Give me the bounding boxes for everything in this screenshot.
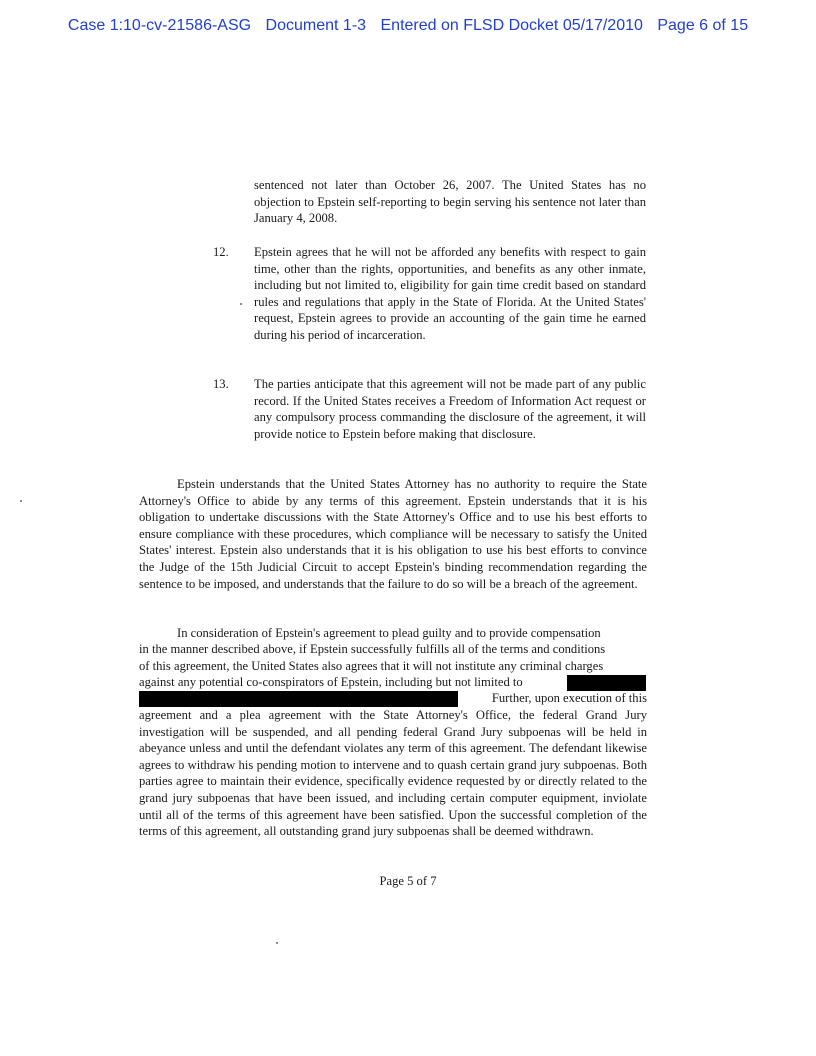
redaction-bar-1 <box>567 675 646 691</box>
scan-speck <box>20 500 22 502</box>
consideration-line-5: Further, upon execution of this <box>491 691 647 705</box>
item-12-number: 12. <box>213 245 229 259</box>
case-number: Case 1:10-cv-21586-ASG <box>67 17 252 34</box>
redaction-bar-2 <box>139 691 458 707</box>
scan-speck <box>276 942 278 944</box>
continuation-paragraph: sentenced not later than October 26, 2007. The United States has no objection to Epstein self-reporting to begin serving his sentence not later than January 4, 2008. <box>254 178 646 226</box>
page-footer: Page 5 of 7 <box>379 874 437 888</box>
docket-entry: Entered on FLSD Docket 05/17/2010 <box>380 17 643 34</box>
item-12-text: Epstein agrees that he will not be afforded any benefits with respect to gain time, other than the rights, opportunities, and benefits as any other inmate, including but not limited to, eligibility for gain time credit based on standard rules and regulations that apply in the State of Florida. At the United States' request, Epstein agrees to provide an accounting of the gain time he earned during his period of incarceration. <box>254 245 646 342</box>
scan-speck <box>240 303 242 305</box>
state-attorney-paragraph: Epstein understands that the United States Attorney has no authority to require the State Attorney's Office to abide by any terms of this agreement. Epstein understands that it is his obligation to undertake discussions with the State Attorney's Office and to use his best efforts to ensure compliance with these procedures, which compliance will be necessary to satisfy the United States' interest. Epstein also understands that it is his obligation to use his best efforts to convince the Judge of the 15th Judicial Circuit to accept Epstein's binding recommendation regarding the sentence to be imposed, and understands that the failure to do so will be a breach of the agreement. <box>139 477 647 591</box>
consideration-line-4: against any potential co-conspirators of Epstein, including but not limited to <box>139 675 523 689</box>
consideration-line-2: in the manner described above, if Epstein successfully fulfills all of the terms and conditions <box>139 642 606 656</box>
consideration-paragraph-rest: agreement and a plea agreement with the State Attorney's Office, the federal Grand Jury investigation will be suspended, and all pending federal Grand Jury subpoenas will be held in abeyance unless and until the defendant violates any term of this agreement. The defendant likewise agrees to withdraw his pending motion to intervene and to quash certain grand jury subpoenas. Both parties agree to maintain their evidence, specifically evidence requested by or directly related to the grand jury subpoenas that have been issued, and including certain computer equipment, inviolate until all of the terms of this agreement have been satisfied. Upon the successful completion of the terms of this agreement, all outstanding grand jury subpoenas shall be deemed withdrawn. <box>139 708 647 839</box>
item-13-text: The parties anticipate that this agreement will not be made part of any public record. If the United States receives a Freedom of Information Act request or any compulsory process commanding the disclosure of the agreement, it will provide notice to Epstein before making that disclosure. <box>254 377 646 441</box>
consideration-line-1: In consideration of Epstein's agreement to plead guilty and to provide compensation <box>177 626 601 640</box>
docket-page-number: Page 6 of 15 <box>657 17 749 34</box>
consideration-line-3: of this agreement, the United States also agrees that it will not institute any criminal charges <box>139 659 604 673</box>
docket-header <box>0 17 816 35</box>
document-number: Document 1-3 <box>265 17 367 34</box>
item-13-number: 13. <box>213 377 229 391</box>
